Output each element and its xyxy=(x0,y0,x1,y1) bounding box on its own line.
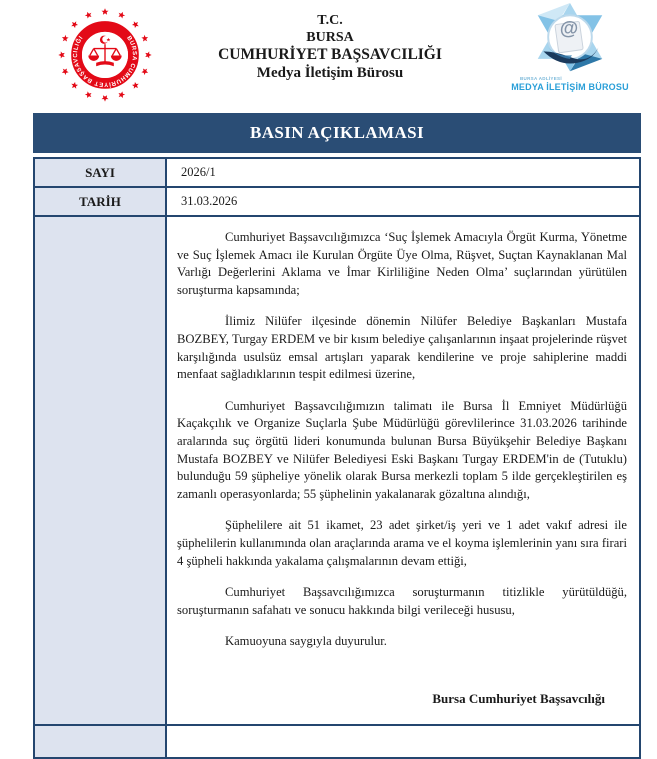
sayi-value: 2026/1 xyxy=(166,158,640,187)
body-text-cell xyxy=(166,216,640,725)
org-line-city: BURSA xyxy=(306,30,354,45)
footer-empty-cell xyxy=(166,725,640,758)
tarih-value: 31.03.2026 xyxy=(166,187,640,216)
press-release-table xyxy=(33,113,641,759)
letterhead xyxy=(0,0,657,108)
table-row-body xyxy=(34,216,640,725)
paragraph-5: Cumhuriyet Başsavcılığımızca soruşturmanın titizlikle yürütüldüğü, soruşturmanın safahatı ve sonucu hakkında bilgi verileceği hususu, xyxy=(177,585,627,617)
table-row-sayi xyxy=(34,158,640,187)
table-row-empty xyxy=(34,725,640,758)
footer-left-spacer-cell xyxy=(34,725,166,758)
org-line-bureau: Medya İletişim Bürosu xyxy=(256,65,404,81)
paragraph-3: Cumhuriyet Başsavcılığımızın talimatı ile Bursa İl Emniyet Müdürlüğü Kaçakçılık ve Organize Suçlarla Şube Müdürlüğü görevlilerince 31.03.2026 tarihinde aralarında suç örgütü lideri konumunda bulunan Bursa Büyükşehir Belediye Başkanı Mustafa BOZBEY ve Nilüfer Belediyesi Eski Başkanı Turgay ERDEM'in de (Tutuklu) bulunduğu 59 şüpheliye yönelik olarak Bursa merkezli toplam 5 ilde gerçekleştirilen eş zamanlı operasyonlarda; 55 şüphelinin yakalanarak gözaltına alındığı, xyxy=(177,398,627,501)
meta-and-body-table xyxy=(33,157,641,759)
closing-line: Kamuoyuna saygıyla duyurulur. xyxy=(225,634,387,649)
paragraph-1: Cumhuriyet Başsavcılığımızca ‘Suç İşlemek Amacıyla Örgüt Kurma, Yönetme ve Suç İşlemek Amacı ile Kurulan Örgüte Üye Olma, Rüşvet, Suçtan Kaynaklanan Mal Varlığı Değerlerini Aklama ve İmar Kirliliğine Neden Olma’ suçlarından yürütülen soruşturma kapsamında; xyxy=(177,230,627,297)
org-line-office: CUMHURİYET BAŞSAVCILIĞI xyxy=(218,46,442,63)
table-row-tarih xyxy=(34,187,640,216)
sayi-label: SAYI xyxy=(34,158,166,187)
logo-caption-small: BURSA ADLİYESİ xyxy=(520,76,562,81)
org-line-tc: T.C. xyxy=(317,13,343,28)
tarih-label: TARİH xyxy=(34,187,166,216)
paragraph-4: Şüphelilere ait 51 ikamet, 23 adet şirket/iş yeri ve 1 adet vakıf adresi ile şüphelilerin kullanımında olan araçlarında arama ve el koyma işlemlerinin yanı sıra firari 4 şüpheli hakkında yakalama çalışmalarının devam ettiği, xyxy=(177,518,627,568)
at-icon: @ xyxy=(559,18,579,40)
seal-ring-text: BURSA CUMHURİYET BAŞSAVCILIĞI xyxy=(73,35,138,87)
media-bureau-logo xyxy=(492,0,648,93)
body-left-spacer-cell xyxy=(34,216,166,725)
signature: Bursa Cumhuriyet Başsavcılığı xyxy=(432,690,605,706)
media-bureau-logo-icon xyxy=(522,2,618,76)
letterhead-titles xyxy=(160,12,500,82)
banner-title: BASIN AÇIKLAMASI xyxy=(33,113,641,153)
paragraph-2: İlimiz Nilüfer ilçesinde dönemin Nilüfer Belediye Başkanları Mustafa BOZBEY, Turgay ERDEM ve bir kısım belediye çalışanlarının inşaat projelerinde rüşvet karşılığında usulsüz emsal artışları yaparak kendilerine ve proje sahiplerine maddi menfaat sağladıklarının tespit edilmesi üzerine, xyxy=(177,314,627,382)
prosecutor-office-seal-icon xyxy=(56,4,154,102)
logo-caption-large: MEDYA İLETİŞİM BÜROSU xyxy=(511,82,629,92)
